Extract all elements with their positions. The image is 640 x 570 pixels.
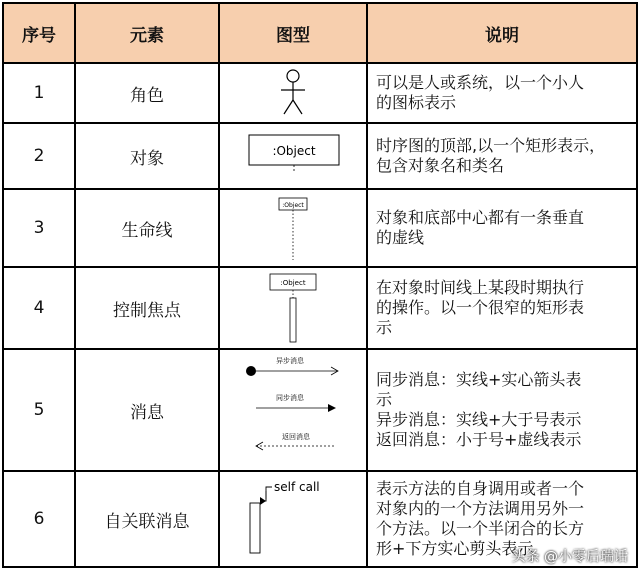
figure-cell [219,267,367,349]
table-row [3,349,637,471]
element-name: 对象 [75,123,219,189]
self-call-label: self call [274,480,320,494]
table-row [3,189,637,267]
lifeline-figure [263,192,323,264]
header-element: 元素 [75,3,219,63]
header-row [3,3,637,63]
element-name: 角色 [75,63,219,123]
figure-cell [219,349,367,471]
element-name: 控制焦点 [75,267,219,349]
self-call-figure [238,479,348,559]
return-message-label: 返回消息 [282,433,310,441]
description-cell: 在对象时间线上某段时期执行 的操作。以一个很窄的矩形表 示 [367,267,637,349]
figure-cell [219,189,367,267]
table-row [3,63,637,123]
row-number: 1 [3,63,75,123]
element-name: 消息 [75,349,219,471]
messages-figure [238,352,348,468]
header-description: 说明 [367,3,637,63]
figure-cell [219,63,367,123]
description-cell: 对象和底部中心都有一条垂直 的虚线 [367,189,637,267]
row-number: 4 [3,267,75,349]
actor-stick-figure-icon [273,68,313,118]
watermark: 头条 @小零后瑞话 [511,549,628,565]
row-number: 3 [3,189,75,267]
async-message-label: 异步消息 [276,357,304,365]
row-number: 6 [3,471,75,567]
focus-of-control-figure [258,270,328,346]
table-row [3,123,637,189]
object-box-figure [233,131,353,181]
figure-cell [219,123,367,189]
focus-object-label: :Object [280,279,306,287]
description-cell: 时序图的顶部,以一个矩形表示， 包含对象名和类名 [367,123,637,189]
row-number: 5 [3,349,75,471]
header-index: 序号 [3,3,75,63]
header-figure: 图型 [219,3,367,63]
row-number: 2 [3,123,75,189]
description-cell: 可以是人或系统，以一个小人 的图标表示 [367,63,637,123]
sync-message-label: 同步消息 [276,394,304,402]
lifeline-object-label: :Object [282,202,304,209]
element-name: 自关联消息 [75,471,219,567]
description-cell: 同步消息：实线+实心箭头表 示 异步消息：实线+大于号表示 返回消息：小于号+虚线表示 [367,349,637,471]
figure-cell [219,471,367,567]
table-row [3,267,637,349]
description-cell: 表示方法的自身调用或者一个 对象内的一个方法调用另外一 个方法。以一个半闭合的长方 形+下方实心剪头表示 [367,471,637,567]
element-name: 生命线 [75,189,219,267]
uml-elements-table [2,2,638,568]
object-label: :Object [272,144,316,158]
